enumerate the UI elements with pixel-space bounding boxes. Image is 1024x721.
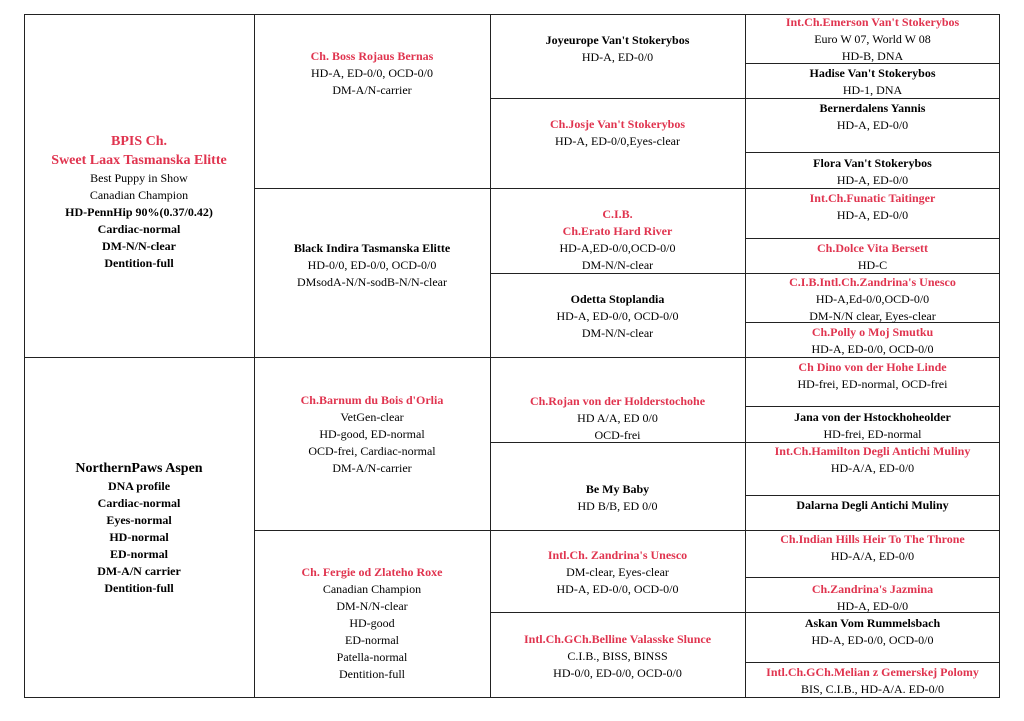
pedigree-entry — [745, 100, 1000, 134]
dog-name: Int.Ch.Emerson Van't Stokerybos — [785, 15, 960, 29]
dog-detail: DM-A/N-carrier — [332, 83, 412, 97]
dog-detail: Euro W 07, World W 08 — [814, 32, 931, 46]
dog-detail: DM-N/N-clear — [581, 258, 654, 272]
dog-name: Dalarna Degli Antichi Muliny — [796, 498, 949, 512]
pedigree-entry — [745, 274, 1000, 325]
pedigree-entry — [745, 497, 1000, 514]
dam-health: Dentition-full — [104, 581, 174, 595]
pedigree-entry — [745, 359, 1000, 393]
pedigree-entry — [254, 392, 490, 477]
dog-name: Ch.Dolce Vita Bersett — [817, 241, 928, 255]
dog-detail: HD-A,Ed-0/0,OCD-0/0 — [815, 292, 930, 306]
pedigree-entry — [254, 564, 490, 683]
pedigree-entry — [490, 547, 745, 598]
dog-detail: Patella-normal — [336, 650, 408, 664]
sire-detail: Canadian Champion — [89, 188, 189, 202]
sire-health: HD-PennHip 90%(0.37/0.42) — [65, 205, 213, 219]
dog-name: Be My Baby — [585, 482, 650, 496]
dog-detail: HD-A, ED-0/0,Eyes-clear — [555, 134, 680, 148]
row-divider — [745, 152, 1000, 153]
dog-name: Ch. Fergie od Zlateho Roxe — [301, 565, 443, 579]
dog-name: Askan Vom Rummelsbach — [804, 616, 941, 630]
dog-detail: HD-A,ED-0/0,OCD-0/0 — [559, 241, 676, 255]
dog-detail: HD-A, ED-0/0 — [836, 173, 909, 187]
pedigree-entry — [745, 581, 1000, 615]
dog-detail: DM-N/N-clear — [336, 599, 408, 613]
dog-name: Intl.Ch. Zandrina's Unesco — [547, 548, 688, 562]
dog-name: Ch.Zandrina's Jazmina — [811, 582, 934, 596]
pedigree-entry — [745, 324, 1000, 358]
dog-detail: VetGen-clear — [340, 410, 404, 424]
sire-detail: Best Puppy in Show — [90, 171, 188, 185]
pedigree-entry — [490, 481, 745, 515]
dog-detail: HD-frei, ED-normal, OCD-frei — [797, 377, 948, 391]
dog-detail: HD-B, DNA — [841, 49, 904, 63]
sire-health: Cardiac-normal — [97, 222, 181, 236]
dog-name: Intl.Ch.GCh.Melian z Gemerskej Polomy — [766, 665, 979, 679]
pedigree-entry — [254, 48, 490, 99]
dam-entry — [24, 459, 254, 597]
pedigree-entry — [490, 206, 745, 274]
dam-health: Cardiac-normal — [97, 496, 181, 510]
dog-detail: Dentition-full — [339, 667, 405, 681]
dog-detail: HD-1, DNA — [842, 83, 903, 97]
dog-detail: HD-A, ED-0/0 — [581, 50, 654, 64]
pedigree-entry — [254, 240, 490, 291]
dog-name: Ch.Josje Van't Stokerybos — [549, 117, 686, 131]
dog-name: Black Indira Tasmanska Elitte — [293, 241, 451, 255]
dam-name: NorthernPaws Aspen — [75, 461, 203, 476]
dog-detail: HD-A, ED-0/0, OCD-0/0 — [811, 633, 934, 647]
dog-name: Int.Ch.Hamilton Degli Antichi Muliny — [774, 444, 971, 458]
row-divider — [745, 662, 1000, 663]
dog-name: Jana von der Hstockhoheolder — [794, 410, 951, 424]
pedigree-entry — [745, 615, 1000, 649]
pedigree-entry — [745, 65, 1000, 99]
dog-name: Ch.Indian Hills Heir To The Throne — [780, 532, 965, 546]
dog-detail: OCD-frei, Cardiac-normal — [308, 444, 436, 458]
dog-detail: HD-frei, ED-normal — [823, 427, 922, 441]
sire-entry — [24, 132, 254, 272]
pedigree-entry — [745, 531, 1000, 565]
pedigree-entry — [490, 32, 745, 66]
dog-detail: HD-A, ED-0/0, OCD-0/0 — [311, 66, 433, 80]
pedigree-entry — [490, 291, 745, 342]
sire-title: BPIS Ch. — [110, 134, 168, 149]
dog-detail: HD-A, ED-0/0 — [836, 208, 909, 222]
pedigree-entry — [745, 443, 1000, 477]
dog-detail: HD-A, ED-0/0, OCD-0/0 — [556, 309, 679, 323]
row-divider — [745, 495, 1000, 496]
pedigree-entry — [490, 393, 745, 444]
sire-name: Sweet Laax Tasmanska Elitte — [51, 153, 227, 168]
dog-detail: HD-0/0, ED-0/0, OCD-0/0 — [553, 666, 682, 680]
dog-detail: HD-A, ED-0/0, OCD-0/0 — [811, 342, 934, 356]
dog-detail: HD B/B, ED 0/0 — [577, 499, 658, 513]
pedigree-entry — [745, 409, 1000, 443]
dog-detail: HD-A/A, ED-0/0 — [830, 461, 915, 475]
dam-health: DNA profile — [107, 479, 171, 493]
pedigree-entry — [745, 240, 1000, 274]
dog-detail: HD-good — [349, 616, 395, 630]
dog-detail: BIS, C.I.B., HD-A/A. ED-0/0 — [801, 682, 944, 696]
dog-name: Odetta Stoplandia — [570, 292, 665, 306]
dog-detail: DMsodA-N/N-sodB-N/N-clear — [297, 275, 447, 289]
dog-name: Ch Dino von der Hohe Linde — [798, 360, 947, 374]
dog-name: C.I.B.Intl.Ch.Zandrina's Unesco — [789, 275, 956, 289]
dog-detail: OCD-frei — [594, 428, 641, 442]
dam-health: ED-normal — [110, 547, 168, 561]
dam-health: HD-normal — [109, 530, 169, 544]
dog-detail: HD-A/A, ED-0/0 — [830, 549, 915, 563]
dog-detail: HD A/A, ED 0/0 — [577, 411, 658, 425]
dog-detail: DM-clear, Eyes-clear — [566, 565, 669, 579]
dog-name: Joyeurope Van't Stokerybos — [545, 33, 690, 47]
dog-detail: HD-A, ED-0/0, OCD-0/0 — [556, 582, 679, 596]
dog-title: C.I.B. — [602, 207, 633, 221]
pedigree-entry — [490, 631, 745, 682]
dog-detail: ED-normal — [345, 633, 399, 647]
dog-detail: Canadian Champion — [322, 582, 422, 596]
dog-detail: DM-A/N-carrier — [332, 461, 412, 475]
pedigree-entry — [745, 190, 1000, 224]
dog-detail: HD-A, ED-0/0 — [836, 599, 909, 613]
dog-detail: HD-C — [857, 258, 888, 272]
dog-name: Ch.Polly o Moj Smutku — [811, 325, 934, 339]
dog-name: Bernerdalens Yannis — [819, 101, 926, 115]
dog-detail: HD-good, ED-normal — [319, 427, 425, 441]
dog-name: Flora Van't Stokerybos — [813, 156, 932, 170]
dog-detail: DM-N/N-clear — [581, 326, 654, 340]
pedigree-entry — [745, 664, 1000, 698]
dam-health: DM-A/N carrier — [97, 564, 181, 578]
row-divider — [745, 406, 1000, 407]
dog-name: Intl.Ch.GCh.Belline Valasske Slunce — [523, 632, 712, 646]
sire-health: Dentition-full — [104, 256, 174, 270]
dog-name: Int.Ch.Funatic Taitinger — [809, 191, 936, 205]
sire-health: DM-N/N-clear — [102, 239, 176, 253]
dog-name: Ch. Boss Rojaus Bernas — [310, 49, 434, 63]
row-divider — [745, 577, 1000, 578]
row-divider — [745, 238, 1000, 239]
pedigree-entry — [745, 155, 1000, 189]
dog-name: Ch.Barnum du Bois d'Orlia — [300, 393, 444, 407]
dog-name: Ch.Rojan von der Holderstochohe — [529, 394, 706, 408]
dog-detail: C.I.B., BISS, BINSS — [567, 649, 668, 663]
dog-name: Hadise Van't Stokerybos — [809, 66, 936, 80]
dog-name: Ch.Erato Hard River — [562, 224, 673, 238]
dog-detail: DM-N/N clear, Eyes-clear — [809, 309, 936, 323]
pedigree-entry — [490, 116, 745, 150]
dam-health: Eyes-normal — [106, 513, 172, 527]
dog-detail: HD-0/0, ED-0/0, OCD-0/0 — [307, 258, 437, 272]
pedigree-entry — [745, 14, 1000, 65]
dog-detail: HD-A, ED-0/0 — [836, 118, 909, 132]
